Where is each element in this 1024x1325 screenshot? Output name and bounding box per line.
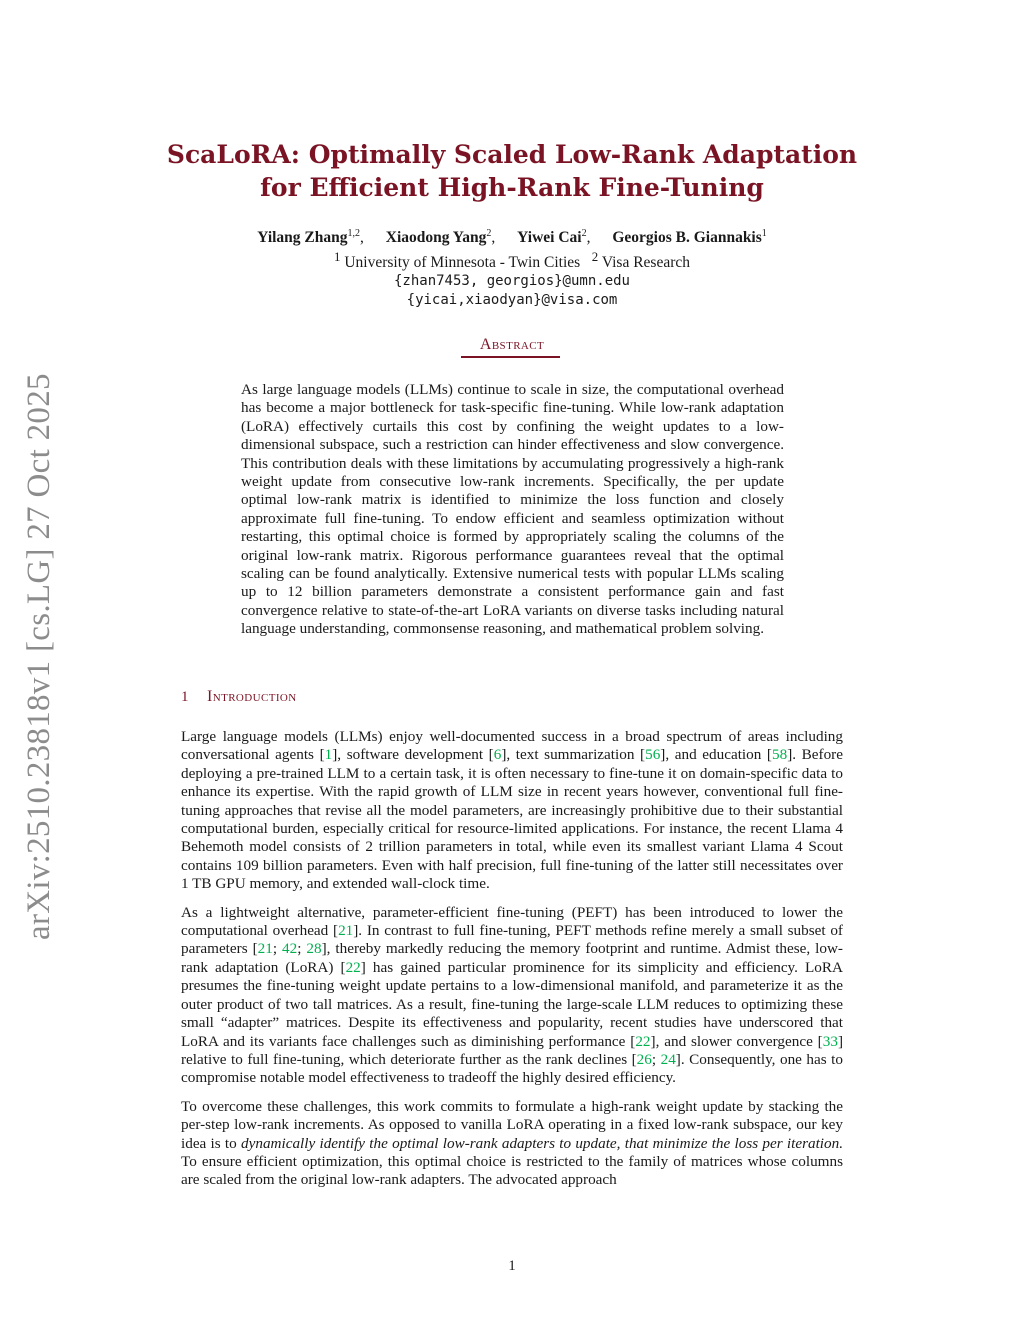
author-affiliation-mark: 1 [761, 228, 767, 239]
title-line-1: ScaLoRA: Optimally Scaled Low-Rank Adaptation [166, 140, 858, 169]
author-names: Yilang Zhang$^{1,2}$, Xiaodong Yang$^2$, Yiwei Cai$^2$, Georgios B. Giannakis$^1$ [257, 228, 767, 247]
author-name: Yiwei Cai [517, 229, 582, 247]
citation-link[interactable]: 33 [822, 1032, 838, 1050]
email-line-1[interactable]: {zhan7453, georgios}@umn.edu [393, 273, 630, 290]
affiliation-mark: 1 [333, 249, 341, 265]
citation-link[interactable]: 24 [660, 1050, 676, 1068]
section-title: Introduction [207, 688, 297, 705]
introduction-body [181, 728, 843, 1200]
author-block [120, 224, 904, 310]
paragraph: To overcome these challenges, this work commits to formulate a high-rank weight update by stacking the per-step low-rank increments. As opposed to vanilla LoRA operating in a fixed low-rank subspace, our key idea is to dynamically identify the optimal low-rank adapters to update, that minimize the loss per iteration. To ensure efficient optimization, this optimal choice is restricted to the family of matrices whose columns are scaled from the original low-rank adapters. The advocated approach [181, 1097, 843, 1189]
title-line-2: for Efficient High-Rank Fine-Tuning [260, 173, 764, 202]
citation-link[interactable]: 22 [635, 1032, 651, 1050]
author-name: Georgios B. Giannakis [612, 229, 762, 247]
abstract-heading: Abstract [479, 336, 545, 353]
author-name: Yilang Zhang [257, 229, 348, 247]
paper-title [120, 138, 904, 204]
citation-link[interactable]: 6 [493, 746, 502, 764]
author-affiliation-mark: 1,2 [347, 228, 361, 239]
email-line-2[interactable]: {yicai,xiaodyan}@visa.com [406, 292, 618, 309]
citation-link[interactable]: 21 [257, 940, 273, 958]
citation-link[interactable]: 28 [306, 940, 322, 958]
author-affiliation-mark: 2 [486, 228, 492, 239]
citation-link[interactable]: 26 [636, 1050, 652, 1068]
affiliation-1: University of Minnesota - Twin Cities [344, 254, 581, 272]
paragraph: Large language models (LLMs) enjoy well-documented success in a broad spectrum of areas including conversational agents [1], software development [6], text summarization [56], and education [58]. Before deploying a pre-trained LLM to a certain task, it is often necessary to fine-tune it on domain-specific data to enhance its expertise. With the rapid growth of LLM size in recent years however, conventional full fine-tuning approaches that revise all the model parameters, are increasingly prohibitive due to their substantial computational burden, especially critical for resource-limited applications. For instance, the recent Llama 4 Behemoth model consists of 2 trillion parameters in total, while even its smallest variant Llama 4 Scout contains 109 billion parameters. Even with half precision, full fine-tuning of the latter still necessitates over 1 TB GPU memory, and extended wall-clock time. [181, 728, 843, 893]
emphasized-text: dynamically identify the optimal low-rank adapters to update, that minimize the loss per iteration. [241, 1134, 843, 1152]
page-number: 1 [508, 1258, 516, 1274]
affiliation-mark: 2 [591, 249, 599, 265]
citation-link[interactable]: 42 [282, 940, 298, 958]
abstract-underline [461, 356, 560, 358]
author-name: Xiaodong Yang [385, 229, 487, 247]
arxiv-identifier-stamp: arXiv:2510.23818v1 [cs.LG] 27 Oct 2025 [21, 373, 57, 940]
paragraph: As a lightweight alternative, parameter-efficient fine-tuning (PEFT) has been introduced to lower the computational overhead [21]. In contrast to full fine-tuning, PEFT methods refine merely a small subset of parameters [21; 42; 28], thereby markedly reducing the memory footprint and runtime. Admist these, low-rank adaptation (LoRA) [22] has gained particular prominence for its simplicity and efficiency. LoRA presumes the fine-tuning weight update pertains to a low-dimensional manifold, and parameterize it as the outer product of two tall matrices. As a result, fine-tuning the large-scale LLM reduces to optimizing these small “adapter” matrices. Despite its effectiveness and popularity, recent studies have underscored that LoRA and its variants face challenges such as diminishing performance [22], and slower convergence [33] relative to full fine-tuning, which deteriorate further as the rank declines [26; 24]. Consequently, one has to compromise notable model effectiveness to tradeoff the highly desired efficiency. [181, 903, 843, 1087]
affiliations [120, 247, 904, 272]
citation-link[interactable]: 58 [772, 746, 788, 764]
section-heading-introduction [181, 688, 297, 706]
citation-link[interactable]: 22 [345, 958, 361, 976]
citation-link[interactable]: 1 [324, 746, 333, 764]
author-affiliation-mark: 2 [581, 228, 587, 239]
citation-link[interactable]: 56 [645, 746, 661, 764]
affiliation-2: Visa Research [601, 254, 691, 272]
section-number: 1 [181, 689, 189, 705]
abstract-text: As large language models (LLMs) continue to scale in size, the computational overhead has become a major bottleneck for task-specific fine-tuning. While low-rank adaptation (LoRA) effectively curtails this cost by confining the weight updates to a low-dimensional subspace, such a restriction can hinder effectiveness and slow convergence. This contribution deals with these limitations by accumulating progressively a high-rank weight update from consecutive low-rank increments. Specifically, the per update optimal low-rank matrix is identified to minimize the loss function and closely approximate full fine-tuning. To endow efficient and seamless optimization without restarting, this optimal choice is formed by appropriately scaling the columns of the original low-rank matrix. Rigorous performance guarantees reveal that the optimal scaling can be found analytically. Extensive numerical tests with popular LLMs scaling up to 12 billion parameters demonstrate a consistent performance gain and fast convergence relative to state-of-the-art LoRA variants on diverse tasks including natural language understanding, commonsense reasoning, and mathematical problem solving. [241, 381, 784, 638]
citation-link[interactable]: 21 [338, 922, 354, 940]
